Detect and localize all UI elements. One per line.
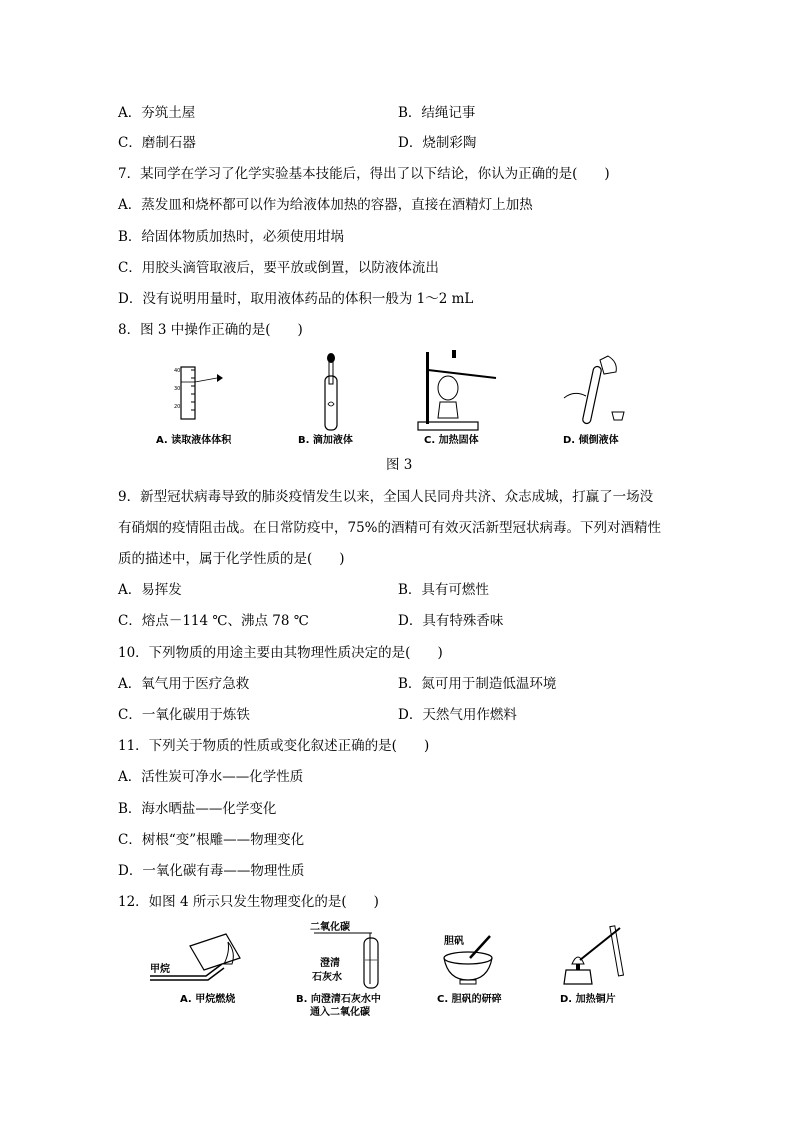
q11-option-d: D．一氧化碳有毒——物理性质 bbox=[118, 863, 305, 879]
scale-label-30: 30 bbox=[174, 386, 181, 392]
q8-stem: 8．图 3 中操作正确的是( ) bbox=[118, 322, 303, 338]
q6-option-c: C．磨制石器 bbox=[118, 135, 196, 151]
dropper-icon bbox=[316, 352, 346, 432]
q10-option-d: D．天然气用作燃料 bbox=[398, 707, 517, 723]
limewater-label-2: 石灰水 bbox=[312, 972, 342, 983]
mortar-pestle-icon bbox=[440, 934, 500, 990]
q10-stem: 10．下列物质的用途主要由其物理性质决定的是( ) bbox=[118, 645, 443, 661]
q9-option-a: A．易挥发 bbox=[118, 582, 182, 598]
heating-apparatus-icon bbox=[418, 350, 508, 432]
caption-12d: D. 加热铜片 bbox=[560, 994, 616, 1005]
caption-12b-line1: B. 向澄清石灰水中 bbox=[296, 994, 381, 1005]
q9-stem-line3: 质的描述中，属于化学性质的是( ) bbox=[118, 551, 345, 567]
q10-option-c: C．一氧化碳用于炼铁 bbox=[118, 707, 250, 723]
q9-option-b: B．具有可燃性 bbox=[398, 582, 489, 598]
q11-option-c: C．树根“变”根雕——物理变化 bbox=[118, 832, 305, 848]
figure-3 bbox=[118, 350, 678, 450]
q9-option-c: C．熔点－114 ℃、沸点 78 ℃ bbox=[118, 613, 309, 629]
q9-stem-line2: 有硝烟的疫情阻击战。在日常防疫中，75%的酒精可有效灭活新型冠状病毒。下列对酒精性 bbox=[118, 520, 662, 536]
scale-label-20: 20 bbox=[174, 404, 181, 410]
caption-8a: A. 读取液体体积 bbox=[156, 435, 232, 446]
vitriol-label: 胆矾 bbox=[444, 936, 464, 947]
scale-label-40: 40 bbox=[174, 368, 181, 374]
methane-burning-icon bbox=[150, 928, 250, 988]
pouring-liquid-icon bbox=[558, 352, 628, 432]
q7-option-a: A．蒸发皿和烧杯都可以作为给液体加热的容器，直接在酒精灯上加热 bbox=[118, 197, 533, 213]
co2-label: 二氧化碳 bbox=[310, 922, 350, 933]
caption-8b: B. 滴加液体 bbox=[298, 435, 353, 446]
q6-option-a: A．夯筑土屋 bbox=[118, 105, 196, 121]
caption-8c: C. 加热固体 bbox=[424, 435, 479, 446]
q6-option-b: B．结绳记事 bbox=[398, 105, 476, 121]
q11-option-b: B．海水晒盐——化学变化 bbox=[118, 801, 277, 817]
q11-option-a: A．活性炭可净水——化学性质 bbox=[118, 769, 304, 785]
heating-copper-icon bbox=[558, 920, 638, 990]
caption-8d: D. 倾倒液体 bbox=[563, 435, 619, 446]
q10-option-b: B．氮可用于制造低温环境 bbox=[398, 676, 557, 692]
figure-4 bbox=[130, 920, 690, 1020]
q9-stem-line1: 9．新型冠状病毒导致的肺炎疫情发生以来，全国人民同舟共济、众志成城，打赢了一场没 bbox=[118, 489, 654, 505]
q11-stem: 11．下列关于物质的性质或变化叙述正确的是( ) bbox=[118, 738, 430, 754]
q7-option-b: B．给固体物质加热时，必须使用坩埚 bbox=[118, 229, 344, 245]
graduated-cylinder-icon bbox=[173, 362, 233, 422]
q12-stem: 12．如图 4 所示只发生物理变化的是( ) bbox=[118, 894, 379, 910]
q7-option-d: D．没有说明用量时，取用液体药品的体积一般为 1～2 mL bbox=[118, 291, 474, 307]
caption-12a: A. 甲烷燃烧 bbox=[180, 994, 236, 1005]
caption-12c: C. 胆矾的研碎 bbox=[437, 994, 502, 1005]
methane-label: 甲烷 bbox=[150, 964, 170, 975]
q6-option-d: D．烧制彩陶 bbox=[398, 135, 477, 151]
figure-3-label: 图 3 bbox=[386, 457, 413, 473]
caption-12b-line2: 通入二氧化碳 bbox=[310, 1007, 370, 1018]
co2-limewater-icon bbox=[310, 920, 400, 992]
q7-option-c: C．用胶头滴管取液后，要平放或倒置，以防液体流出 bbox=[118, 260, 439, 276]
q9-option-d: D．具有特殊香味 bbox=[398, 613, 504, 629]
q10-option-a: A．氧气用于医疗急救 bbox=[118, 676, 250, 692]
limewater-label-1: 澄清 bbox=[320, 958, 340, 969]
q7-stem: 7．某同学在学习了化学实验基本技能后，得出了以下结论，你认为正确的是( ) bbox=[118, 166, 610, 182]
